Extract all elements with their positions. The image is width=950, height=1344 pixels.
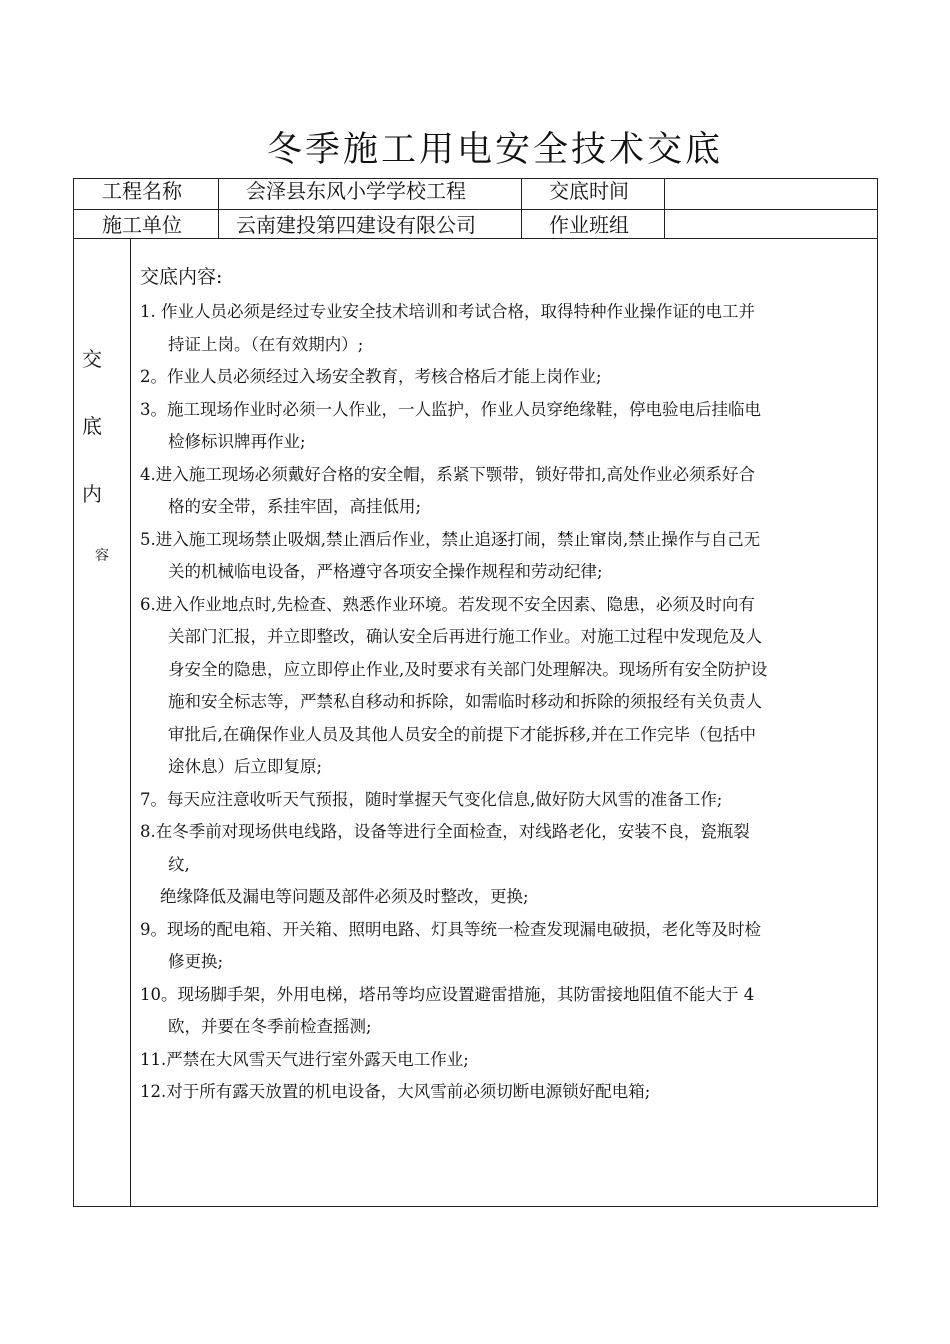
side-label-char: 底: [82, 414, 102, 438]
work-team-label: 作业班组: [549, 213, 629, 237]
content-line: 纹,: [168, 854, 190, 874]
content-item: [140, 784, 870, 817]
content-line: 9。现场的配电箱、开关箱、照明电路、灯具等统一检查发现漏电破损，老化等及时检: [140, 919, 761, 939]
content-item: [140, 589, 870, 784]
content-line: 8.在冬季前对现场供电线路，设备等进行全面检查，对线路老化，安装不良，瓷瓶裂: [140, 822, 750, 841]
content-line: 2。作业人员必须经过入场安全教育，考核合格后才能上岗作业;: [140, 367, 602, 386]
project-name-label: 工程名称: [102, 179, 182, 203]
content-item: [140, 459, 870, 524]
content-item: [140, 979, 870, 1044]
content-item: [140, 914, 870, 979]
content-line: 11.严禁在大风雪天气进行室外露天电工作业;: [140, 1049, 469, 1069]
content-line: 身安全的隐患，应立即停止作业,及时要求有关部门处理解决。现场所有安全防护设: [168, 659, 768, 679]
content-line: 3。施工现场作业时必须一人作业，一人监护，作业人员穿绝缘鞋，停电验电后挂临电: [140, 399, 761, 419]
side-label-char: 内: [82, 482, 102, 506]
content-line: 欧，并要在冬季前检查摇测;: [168, 1017, 372, 1036]
content-line: 6.进入作业地点时,先检查、熟悉作业环境。若发现不安全因素、隐患，必须及时向有: [140, 594, 755, 614]
content-heading: 交底内容:: [140, 266, 223, 288]
side-divider: [130, 238, 131, 1207]
content-line: 施和安全标志等，严禁私自移动和拆除，如需临时移动和拆除的须报经有关负责人: [168, 692, 762, 711]
side-label-char: 容: [95, 548, 109, 564]
content-line: 4.进入施工现场必须戴好合格的安全帽，系紧下颚带，锁好带扣,高处作业必须系好合: [140, 464, 755, 484]
content-line: 持证上岗。（在有效期内）;: [168, 334, 364, 354]
content-item: [140, 361, 870, 394]
content-item: [140, 1044, 870, 1077]
content-line: 5.进入施工现场禁止吸烟,禁止酒后作业，禁止追逐打闹，禁止窜岗,禁止操作与自己无: [140, 529, 761, 549]
handover-time-label: 交底时间: [549, 179, 629, 203]
col-divider-2: [521, 178, 522, 238]
content-line: 格的安全带，系挂牢固，高挂低用;: [168, 497, 422, 516]
row-divider-1: [73, 209, 878, 210]
content-line: 1. 作业人员必须是经过专业安全技术培训和考试合格，取得特种作业操作证的电工并: [140, 302, 755, 321]
content-list: [140, 296, 870, 1109]
side-label-char: 交: [82, 347, 102, 371]
content-line: 关部门汇报，并立即整改，确认安全后再进行施工作业。对施工过程中发现危及人: [168, 627, 762, 646]
content-item: [140, 1076, 870, 1109]
content-item: [140, 816, 870, 914]
content-line: 关的机械临电设备，严格遵守各项安全操作规程和劳动纪律;: [168, 562, 603, 581]
content-line: 10。现场脚手架，外用电梯，塔吊等均应设置避雷措施，其防雷接地阻值不能大于 4: [140, 984, 755, 1004]
content-item: [140, 394, 870, 459]
content-item: [140, 296, 870, 361]
content-line: 绝缘降低及漏电等问题及部件必须及时整改，更换;: [160, 887, 529, 906]
content-line: 检修标识牌再作业;: [168, 432, 306, 451]
handover-content: [140, 262, 870, 1109]
construction-unit-label: 施工单位: [102, 213, 182, 237]
content-line: 途休息）后立即复原;: [168, 757, 323, 776]
content-item: [140, 524, 870, 589]
document-title: 冬季施工用电安全技术交底: [266, 130, 723, 170]
content-line: 审批后,在确保作业人员及其他人员安全的前提下才能拆移,并在工作完毕（包括中: [168, 724, 756, 744]
construction-unit-value: 云南建投第四建设有限公司: [236, 213, 476, 237]
col-divider-1: [218, 178, 219, 238]
content-line: 修更换;: [168, 952, 224, 971]
content-line: 12.对于所有露天放置的机电设备，大风雪前必须切断电源锁好配电箱;: [140, 1082, 651, 1101]
content-line: 7。每天应注意收听天气预报，随时掌握天气变化信息,做好防大风雪的准备工作;: [140, 789, 723, 809]
project-name-value: 会泽县东风小学学校工程: [246, 179, 466, 203]
col-divider-3: [664, 178, 665, 238]
